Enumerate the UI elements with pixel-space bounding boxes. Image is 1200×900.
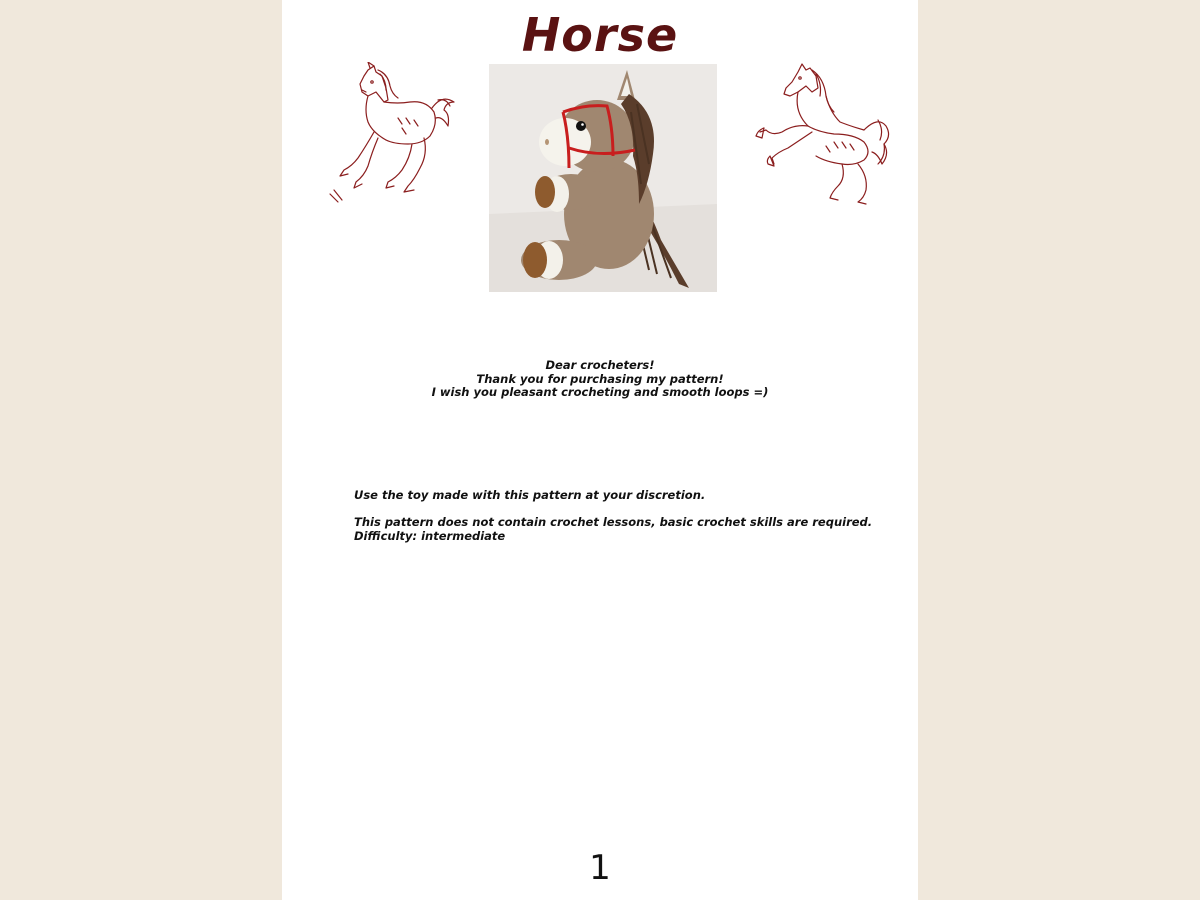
pattern-info	[354, 489, 894, 543]
difficulty-label: Difficulty: intermediate	[354, 528, 506, 543]
greeting-line: Dear crocheters!	[545, 358, 655, 372]
document-page	[282, 0, 918, 900]
galloping-horse-sketch-icon	[328, 62, 456, 204]
greeting-line: Thank you for purchasing my pattern!	[476, 371, 724, 386]
page-number: 1	[589, 848, 611, 888]
page-title: Horse	[521, 8, 679, 62]
greeting-line: I wish you pleasant crocheting and smooth loops =)	[431, 385, 769, 399]
crocheted-horse-photo	[489, 64, 717, 292]
greeting-message	[282, 359, 918, 400]
skills-note: This pattern does not contain crochet lessons, basic crochet skills are required.	[354, 515, 873, 529]
usage-note: Use the toy made with this pattern at your discretion.	[354, 488, 706, 502]
rearing-horse-sketch-icon	[754, 60, 894, 206]
